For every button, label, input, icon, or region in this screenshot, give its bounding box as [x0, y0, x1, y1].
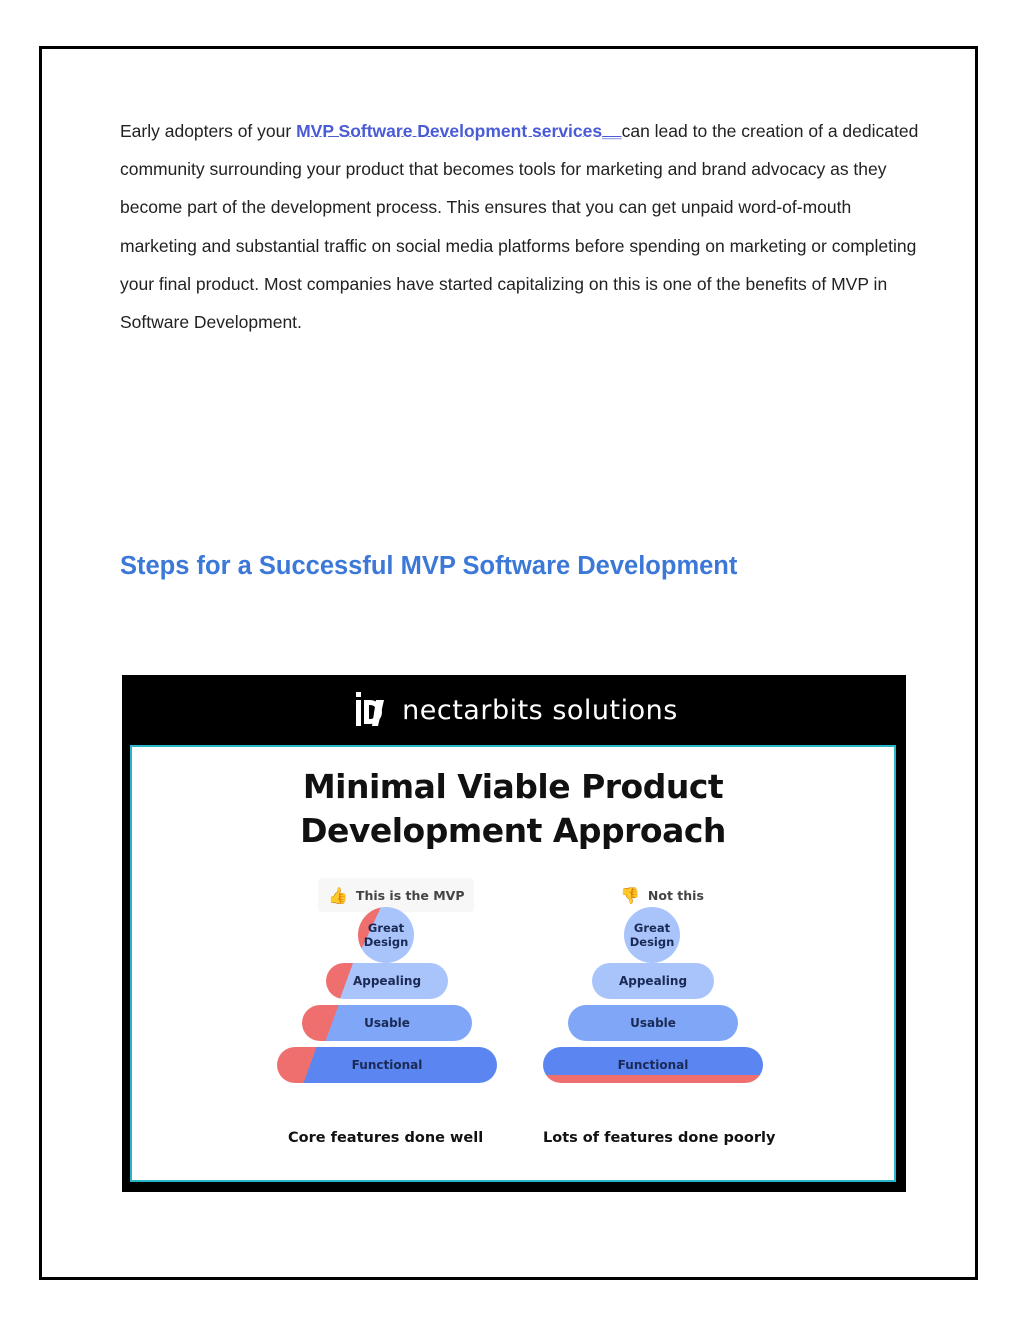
left-level-great-design: Great Design [358, 907, 414, 963]
section-heading: Steps for a Successful MVP Software Development [120, 552, 738, 580]
paragraph-suffix: can lead to the creation of a dedicated community surrounding your product that becomes tools for marketing and brand advocacy as they become part of the development process. This ensures that you can get unpaid word-of-mouth marketing and substantial traffic on social media platforms before spending on marketing or completing your final product. Most companies have started capitalizing on this is one of the benefits of MVP in Software Development. [120, 121, 919, 333]
nectarbits-logo-icon [350, 690, 390, 730]
right-level-appealing: Appealing [592, 963, 714, 999]
not-this-tag-label: Not this [647, 887, 704, 903]
right-level-usable: Usable [568, 1005, 738, 1041]
mvp-services-link[interactable]: MVP Software Development services__ [296, 121, 622, 141]
right-level-functional: Functional [543, 1047, 763, 1083]
mvp-figure [122, 675, 906, 1192]
brand-header [122, 675, 906, 745]
thumbs-up-icon: 👍 [328, 885, 348, 905]
diagram-title: Minimal Viable Product Development Approach [300, 767, 726, 850]
left-level-appealing: Appealing [326, 963, 448, 999]
body-paragraph [120, 112, 920, 341]
left-caption: Core features done well [288, 1130, 484, 1146]
left-level-usable: Usable [302, 1005, 472, 1041]
brand-name: nectarbits solutions [402, 694, 678, 726]
thumbs-down-icon: 👎 [620, 885, 640, 905]
right-caption: Lots of features done poorly [543, 1130, 776, 1146]
not-this-tag [610, 878, 714, 912]
mvp-tag-label: This is the MVP [355, 887, 465, 903]
right-level-great-design: Great Design [624, 907, 680, 963]
left-level-functional: Functional [277, 1047, 497, 1083]
diagram-panel [130, 745, 896, 1182]
mvp-tag [318, 878, 474, 912]
paragraph-prefix: Early adopters of your [120, 121, 297, 141]
